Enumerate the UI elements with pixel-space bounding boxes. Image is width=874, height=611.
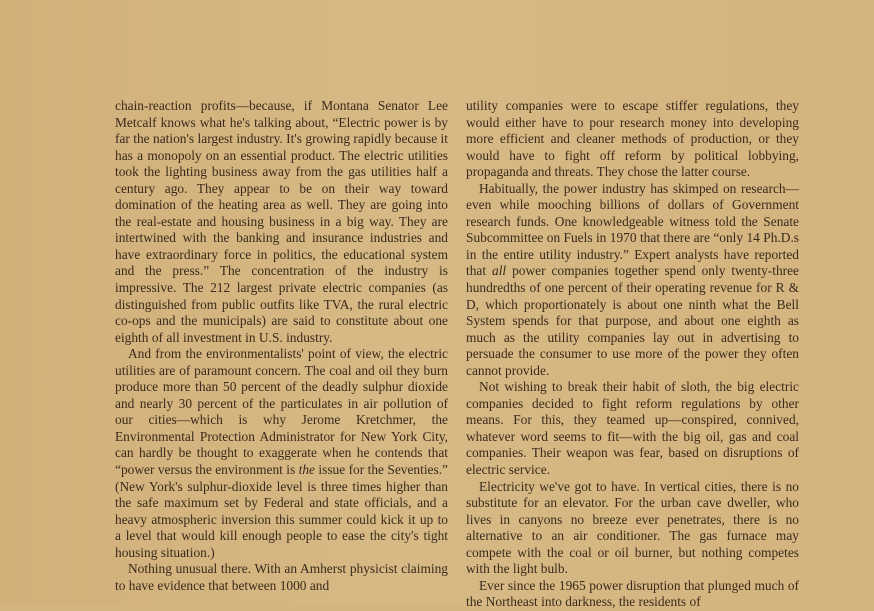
paragraph: chain-reaction profits—because, if Montana Senator Lee Metcalf knows what he's talking about, “Electric power is by far the nation's largest industry. It's growing rapidly because it has a monopoly on an essential product. The electric utilities took the lighting business away from the gas utilities half a century ago. They appear to be on their way toward domination of the heating area as well. They are going into the real-estate and housing business in a big way. They are intertwined with the banking and insurance industries and have extraordinary force in politics, the educational system and the press.” The concentration of the industry is impressive. The 212 largest private electric companies (as distinguished from public outfits like TVA, the rural electric co-ops and the municipals) are said to constitute about one eighth of all investment in U.S. industry. (115, 98, 448, 345)
left-text-column (115, 98, 448, 594)
paragraph: And from the environmentalists' point of view, the electric utilities are of paramount concern. The coal and oil they burn produce more than 50 percent of the deadly sulphur dioxide and nearly 30 percent of the particulates in air pollution of our cities—which is why Jerome Kretchmer, the Environmental Protection Administrator for New York City, can hardly be thought to exaggerate when he contends that “power versus the environment is the issue for the Seventies.” (New York's sulphur-dioxide level is three times higher than the safe maximum set by Federal and state officials, and a heavy atmospheric inversion this summer could kick it up to a level that would kill enough people to ease the city's tight housing situation.) (115, 346, 448, 560)
paragraph: Ever since the 1965 power disruption that plunged much of the Northeast into darkness, the residents of (466, 577, 799, 610)
paragraph: Not wishing to break their habit of sloth, the big electric companies decided to fight reform regulations by other means. For this, they teamed up—conspired, connived, whatever word seems to fit—with the big oil, gas and coal companies. Their weapon was fear, based on disruptions of electric service. (466, 379, 799, 478)
paragraph: Electricity we've got to have. In vertical cities, there is no substitute for an elevator. For the urban cave dweller, who lives in canyons no breeze ever penetrates, there is no alternative to an air conditioner. The gas furnace may compete with the coal or oil burner, but nothing competes with the light bulb. (466, 478, 799, 577)
paragraph: Nothing unusual there. With an Amherst physicist claiming to have evidence that between 1000 and (115, 561, 448, 593)
paragraph: Habitually, the power industry has skimped on research—even while mooching billions of dollars of Government research funds. One knowledgeable witness told the Senate Subcommittee on Fuels in 1970 that there are “only 14 Ph.D.s in the entire utility industry.” Expert analysts have reported that all power companies together spend only twenty-three hundredths of one percent of their operating revenue for R & D, which proportionately is about one ninth what the Bell System spends for that purpose, and about one eighth as much as the utility companies lay out in advertising to persuade the consumer to use more of the power they often cannot provide. (466, 180, 799, 378)
paragraph: utility companies were to escape stiffer regulations, they would either have to pour research money into developing more efficient and cleaner methods of production, or they would have to fight off reform by political lobbying, propaganda and threats. They chose the latter course. (466, 98, 799, 180)
right-text-column (466, 98, 799, 611)
